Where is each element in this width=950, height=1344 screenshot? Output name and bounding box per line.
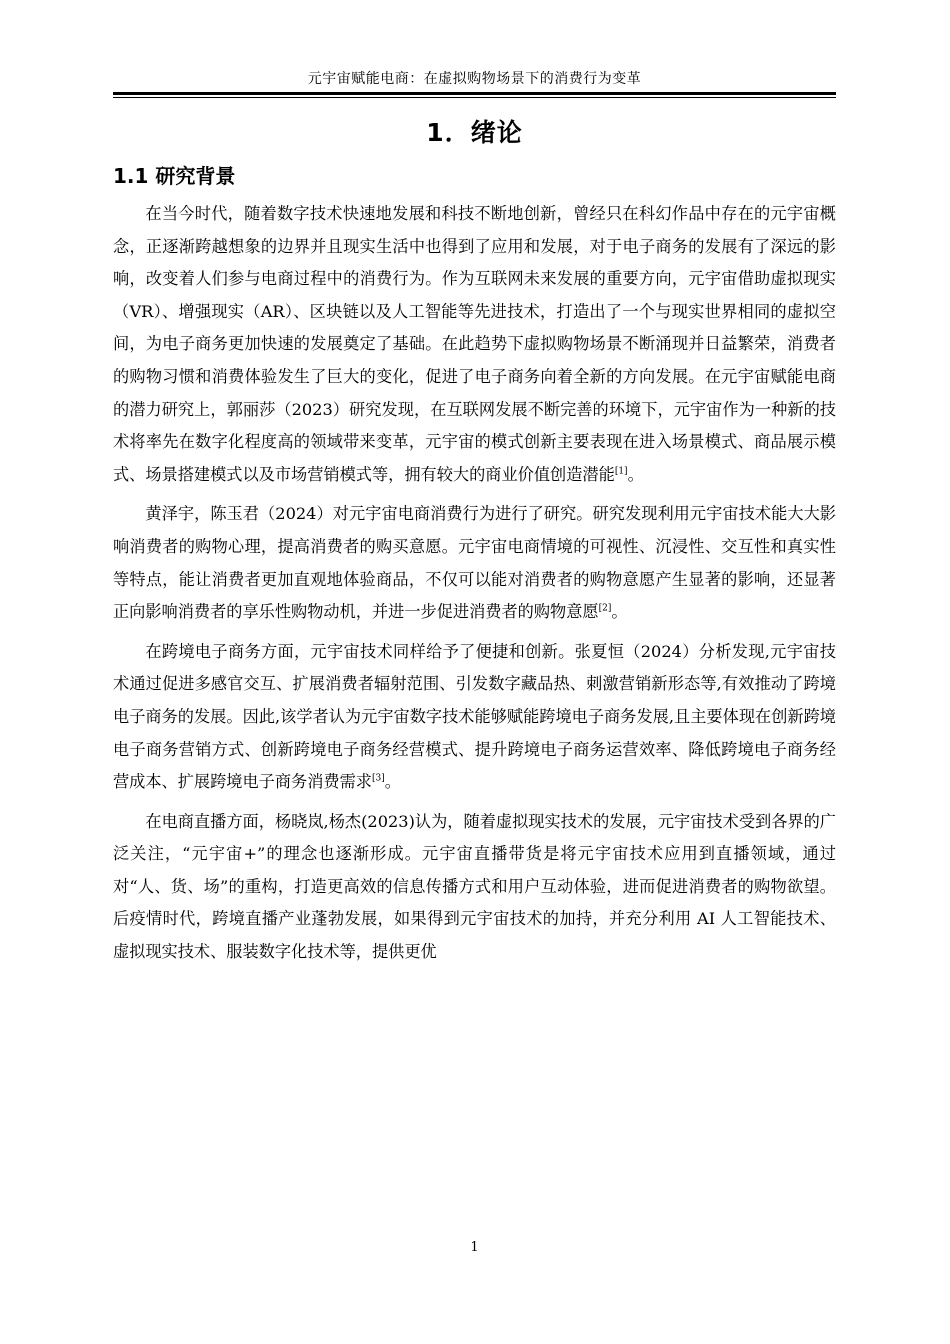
header-divider-thick: [113, 92, 836, 95]
header-divider-thin: [113, 97, 836, 98]
paragraph-end: 。: [627, 464, 644, 484]
paragraph-end: 。: [611, 602, 628, 622]
page-number: 1: [470, 1240, 479, 1255]
running-header: 元宇宙赋能电商：在虚拟购物场景下的消费行为变革: [307, 71, 642, 87]
citation-ref: [2]: [598, 603, 612, 614]
section-title: 1.1 研究背景: [113, 164, 236, 188]
chapter-title: 1．绪论: [426, 118, 523, 147]
paragraph-3: [113, 636, 836, 799]
body-text: [113, 198, 836, 976]
paragraph-end: 。: [384, 772, 401, 792]
paragraph-1: [113, 198, 836, 491]
citation-ref: [3]: [372, 773, 385, 784]
paragraph-text: 在电商直播方面，杨晓岚,杨杰(2023)认为，随着虚拟现实技术的发展，元宇宙技术受到各界的广泛关注，“元宇宙+”的理念也逐渐形成。元宇宙直播带货是将元宇宙技术应用到直播领域，通过对“人、货、场”的重构，打造更高效的信息传播方式和用户互动体验，进而促进消费者的购物欲望。后疫情时代，跨境直播产业蓬勃发展，如果得到元宇宙技术的加持，并充分利用 AI 人工智能技术、虚拟现实技术、服装数字化技术等，提供更优: [113, 811, 836, 962]
paragraph-2: [113, 498, 836, 628]
paragraph-text: 在当今时代，随着数字技术快速地发展和科技不断地创新，曾经只在科幻作品中存在的元宇宙概念，正逐渐跨越想象的边界并且现实生活中也得到了应用和发展，对于电子商务的发展有了深远的影响，改变着人们参与电商过程中的消费行为。作为互联网未来发展的重要方向，元宇宙借助虚拟现实（VR）、增强现实（AR）、区块链以及人工智能等先进技术，打造出了一个与现实世界相同的虚拟空间，为电子商务更加快速的发展奠定了基础。在此趋势下虚拟购物场景不断涌现并日益繁荣，消费者的购物习惯和消费体验发生了巨大的变化，促进了电子商务向着全新的方向发展。在元宇宙赋能电商的潜力研究上，郭丽莎（2023）研究发现，在互联网发展不断完善的环境下，元宇宙作为一种新的技术将率先在数字化程度高的领域带来变革，元宇宙的模式创新主要表现在进入场景模式、商品展示模式、场景搭建模式以及市场营销模式等，拥有较大的商业价值创造潜能: [113, 204, 836, 484]
paragraph-text: 在跨境电子商务方面，元宇宙技术同样给予了便捷和创新。张夏恒（2024）分析发现,元宇宙技术通过促进多感官交互、扩展消费者辐射范围、引发数字藏品热、刺激营销新形态等,有效推动了跨境电子商务的发展。因此,该学者认为元宇宙数字技术能够赋能跨境电子商务发展,且主要体现在创新跨境电子商务营销方式、创新跨境电子商务经营模式、提升跨境电子商务运营效率、降低跨境电子商务经营成本、扩展跨境电子商务消费需求: [113, 641, 836, 792]
citation-ref: [1]: [614, 466, 628, 477]
paragraph-text: 黄泽宇，陈玉君（2024）对元宇宙电商消费行为进行了研究。研究发现利用元宇宙技术能大大影响消费者的购物心理，提高消费者的购买意愿。元宇宙电商情境的可视性、沉浸性、交互性和真实性等特点，能让消费者更加直观地体验商品，不仅可以能对消费者的购物意愿产生显著的影响，还显著正向影响消费者的享乐性购物动机，并进一步促进消费者的购物意愿: [113, 504, 836, 622]
paragraph-4: [113, 806, 836, 969]
